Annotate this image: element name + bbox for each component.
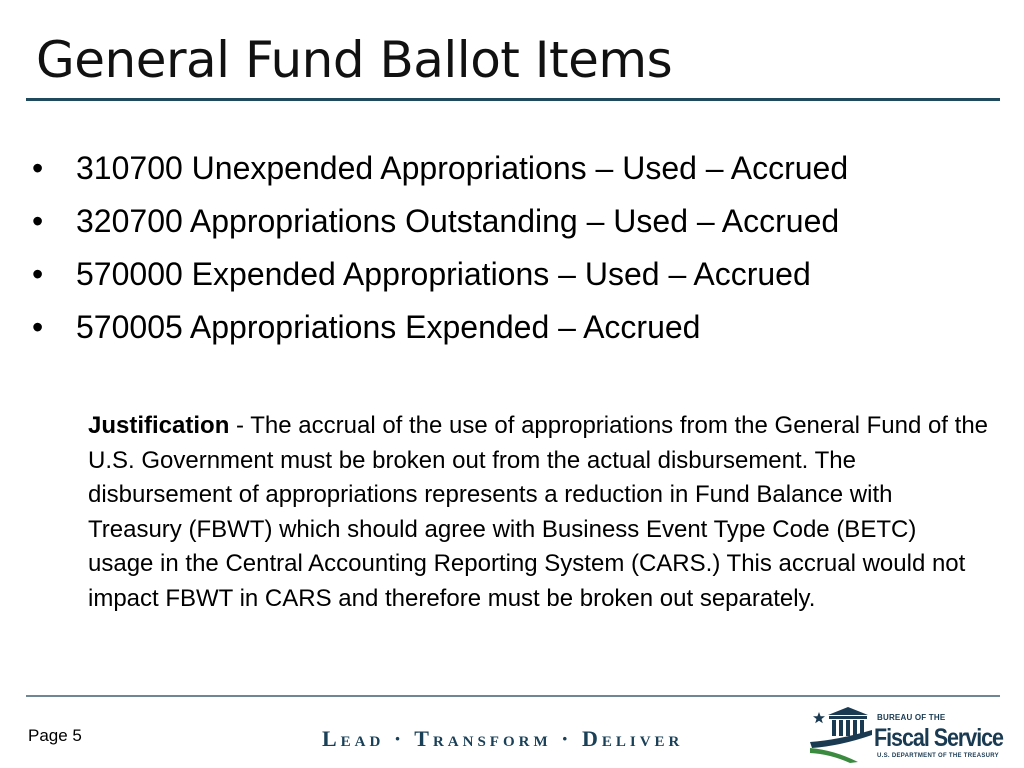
list-item (30, 195, 1000, 248)
page-number: Page 5 (28, 726, 82, 745)
bullet-icon: • (32, 203, 44, 239)
logo-department-text: U.S. DEPARTMENT OF THE TREASURY (877, 753, 999, 759)
logo-name-text: Fiscal Service (874, 724, 1003, 752)
bullet-icon: • (32, 256, 44, 292)
list-item (30, 142, 1000, 195)
footer-tagline: Lead · Transform · Deliver (322, 726, 684, 751)
fiscal-service-logo (808, 702, 1004, 764)
list-item (30, 301, 1000, 354)
treasury-building-icon (808, 702, 874, 764)
list-item-text: 570000 Expended Appropriations – Used – Accrued (76, 256, 811, 292)
title-divider (26, 98, 1000, 101)
list-item-text: 310700 Unexpended Appropriations – Used – Accrued (76, 150, 849, 186)
slide-title: General Fund Ballot Items (36, 31, 673, 89)
logo-bureau-text: BUREAU OF THE (877, 713, 946, 722)
justification-text: - The accrual of the use of appropriations from the General Fund of the U.S. Government must be broken out from the actual disbursement. The disbursement of appropriations represents a reduction in Fund Balance with Treasury (FBWT) which should agree with Business Event Type Code (BETC) usage in the Central Accounting Reporting System (CARS.) This accrual would not impact FBWT in CARS and therefore must be broken out separately. (88, 412, 989, 612)
justification-paragraph (88, 409, 988, 616)
list-item (30, 248, 1000, 301)
list-item-text: 320700 Appropriations Outstanding – Used – Accrued (76, 203, 840, 239)
ballot-items-list (30, 142, 1000, 354)
list-item-text: 570005 Appropriations Expended – Accrued (76, 309, 701, 345)
footer-divider (26, 695, 1000, 697)
justification-label: Justification (88, 412, 230, 439)
bullet-icon: • (32, 150, 44, 186)
bullet-icon: • (32, 309, 44, 345)
